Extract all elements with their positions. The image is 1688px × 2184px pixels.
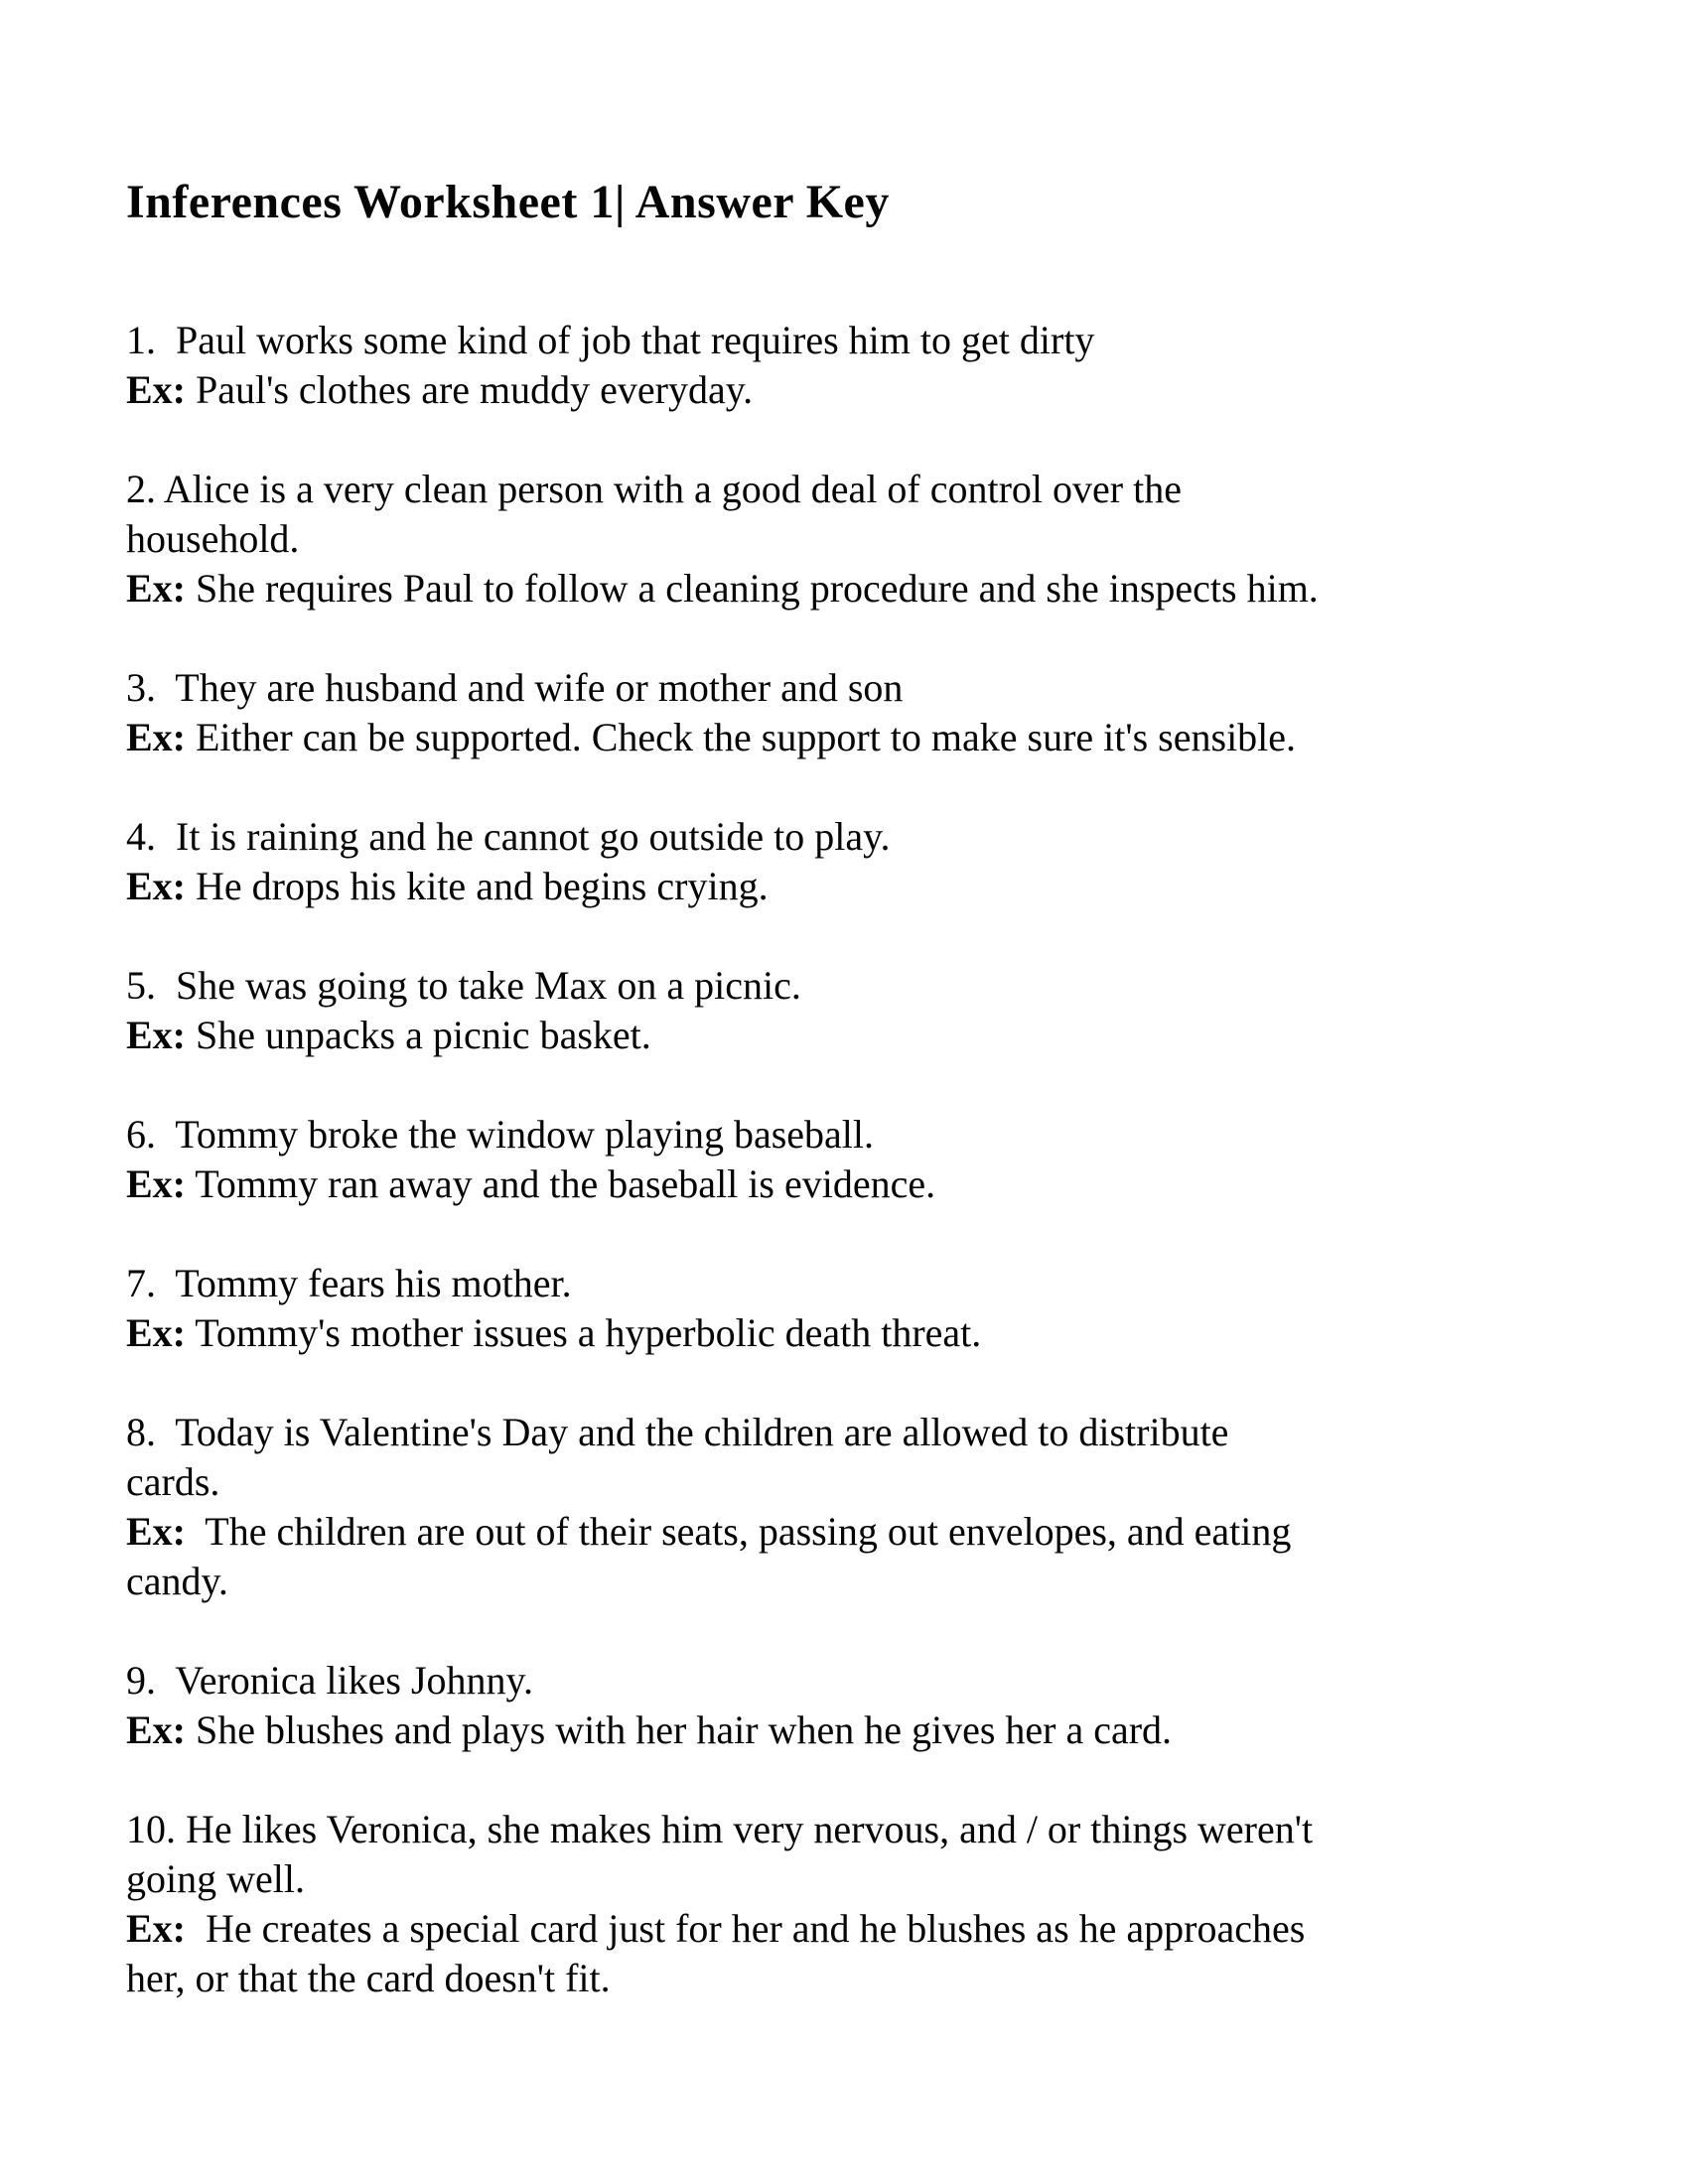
example-label: Ex: xyxy=(126,367,186,412)
example-text: She requires Paul to follow a cleaning procedure and she inspects him. xyxy=(186,566,1319,611)
example-label: Ex: xyxy=(126,566,186,611)
example-label: Ex: xyxy=(126,1161,186,1206)
example-line xyxy=(126,1160,1566,1209)
inference-line: 10. He likes Veronica, she makes him very nervous, and / or things weren't xyxy=(126,1807,1314,1851)
inference-line: household. xyxy=(126,516,300,561)
example-text: He drops his kite and begins crying. xyxy=(186,864,769,908)
example-line xyxy=(126,1011,1566,1060)
example-text: Tommy ran away and the baseball is evidence. xyxy=(186,1161,936,1206)
example-line xyxy=(126,1904,1566,1954)
example-label: Ex: xyxy=(126,864,186,908)
example-label: Ex: xyxy=(126,1310,186,1355)
example-line xyxy=(126,1308,1566,1358)
example-text: She unpacks a picnic basket. xyxy=(186,1013,651,1057)
inference-line: 7. Tommy fears his mother. xyxy=(126,1261,572,1305)
worksheet-item xyxy=(126,961,1566,1060)
example-line xyxy=(126,862,1566,911)
example-text: Tommy's mother issues a hyperbolic death threat. xyxy=(186,1310,982,1355)
inference-line: going well. xyxy=(126,1856,305,1901)
inference-line: 6. Tommy broke the window playing baseball. xyxy=(126,1112,875,1157)
example-line-continuation: candy. xyxy=(126,1559,228,1603)
worksheet-item xyxy=(126,1408,1566,1606)
inference-line: 9. Veronica likes Johnny. xyxy=(126,1658,533,1703)
example-line xyxy=(126,365,1566,415)
example-label: Ex: xyxy=(126,1509,186,1554)
inference-line: 5. She was going to take Max on a picnic. xyxy=(126,963,801,1008)
example-line xyxy=(126,713,1566,762)
worksheet-item xyxy=(126,316,1566,415)
example-line xyxy=(126,1706,1566,1755)
example-text: He creates a special card just for her and he blushes as he approaches xyxy=(186,1906,1306,1951)
worksheet-item xyxy=(126,1259,1566,1358)
inference-line: 3. They are husband and wife or mother and son xyxy=(126,665,904,710)
worksheet-item xyxy=(126,812,1566,911)
example-label: Ex: xyxy=(126,715,186,759)
example-label: Ex: xyxy=(126,1013,186,1057)
worksheet-item xyxy=(126,1656,1566,1755)
inference-line: 8. Today is Valentine's Day and the children are allowed to distribute xyxy=(126,1410,1229,1454)
inference-line: cards. xyxy=(126,1459,220,1504)
example-text: She blushes and plays with her hair when he gives her a card. xyxy=(186,1707,1173,1752)
example-label: Ex: xyxy=(126,1707,186,1752)
example-text: The children are out of their seats, passing out envelopes, and eating xyxy=(186,1509,1292,1554)
inference-line: 1. Paul works some kind of job that requires him to get dirty xyxy=(126,318,1095,362)
example-line xyxy=(126,1507,1566,1557)
example-label: Ex: xyxy=(126,1906,186,1951)
worksheet-item xyxy=(126,465,1566,614)
answer-list xyxy=(126,316,1566,2003)
worksheet-item xyxy=(126,1110,1566,1209)
worksheet-item xyxy=(126,1805,1566,2003)
worksheet-item xyxy=(126,663,1566,762)
inference-line: 4. It is raining and he cannot go outside to play. xyxy=(126,814,891,859)
example-text: Paul's clothes are muddy everyday. xyxy=(186,367,754,412)
example-line-continuation: her, or that the card doesn't fit. xyxy=(126,1956,611,2000)
example-line xyxy=(126,564,1566,614)
page-title: Inferences Worksheet 1| Answer Key xyxy=(126,176,890,228)
inference-line: 2. Alice is a very clean person with a good deal of control over the xyxy=(126,467,1182,511)
example-text: Either can be supported. Check the support to make sure it's sensible. xyxy=(186,715,1297,759)
